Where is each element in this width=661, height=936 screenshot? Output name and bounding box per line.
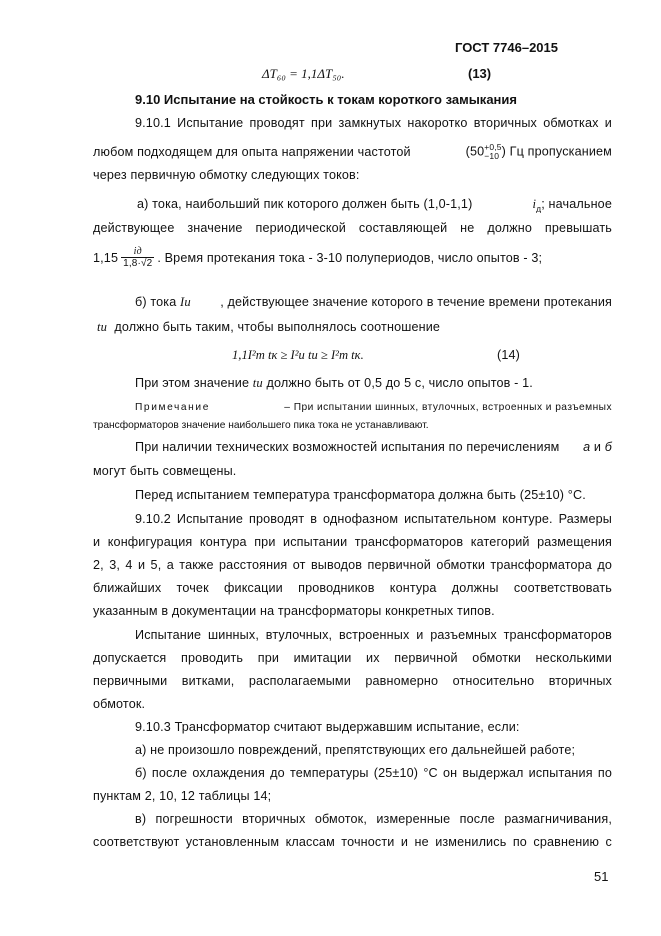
section-title: 9.10 Испытание на стойкость к токам короткого замыкания [135,92,517,107]
time-symbol: tи [97,320,108,334]
imitation-line4: обмоток. [93,697,146,711]
time-condition-end: должно быть от 0,5 до 5 с, число опытов - 1. [266,376,533,390]
time-condition [135,376,533,391]
time-condition-start: При этом значение [135,376,250,390]
note-label: Примечание [135,402,210,413]
p9102-line2: и конфигурация контура при испытании трансформаторов категорий размещения [93,535,612,549]
item-b-start [135,295,191,310]
item-b-line2-text: должно быть таким, чтобы выполнялось соотношение [114,320,441,334]
item-b-line1 [135,295,612,310]
frequency-base: (50 [465,144,485,159]
frequency-tolerance [484,143,501,161]
fraction-numerator: iд [121,246,154,258]
formula-14: 1,1I²т tк ≥ I²и tи ≥ I²т tк. [232,348,364,362]
frequency-tol-minus: −10 [484,151,500,161]
item-a-line3-text: . Время протекания тока - 3-10 полупериодов, число опытов - 3; [157,250,543,265]
combine-line1 [135,440,612,454]
item-a-symbol-group [532,197,612,214]
p9103-item-c-line1: в) погрешности вторичных обмоток, измеренные после размагничивания, [135,812,612,826]
formula-14-number: (14) [497,348,520,362]
imitation-line1: Испытание шинных, втулочных, встроенных и разъемных трансформаторов [135,628,612,642]
p9101-line1: 9.10.1 Испытание проводят при замкнутых накоротко вторичных обмотках и [135,116,612,130]
frequency-value [466,143,612,161]
formula-13: ΔT₆₀ = 1,1ΔT₅₀. [262,66,345,81]
p9103-item-b-line1: б) после охлаждения до температуры (25±10) °С он выдержал испытания по [135,766,612,780]
combine-and: и [593,440,602,454]
fraction-denominator: 1,8·√2 [123,258,153,269]
p9102-line5: указанным в документации на трансформаторы конкретных типов. [93,604,495,618]
item-a-line3 [93,246,542,269]
item-a-line1 [137,197,612,214]
formula-13-number: (13) [468,66,492,81]
p9101-line3: через первичную обмотку следующих токов: [93,168,360,182]
p9102-line1: 9.10.2 Испытание проводят в однофазном испытательном контуре. Размеры [135,512,612,526]
item-a-symbol: i [532,197,537,211]
p9101-line2-text: любом подходящем для опыта напряжении частотой [93,145,411,159]
combine-text: При наличии технических возможностей испытания по перечислениям [135,440,560,454]
item-a-symbol-sub: д [536,203,542,214]
temperature-requirement: Перед испытанием температура трансформатора должна быть (25±10) °С. [135,488,586,502]
item-b-text: б) тока [135,295,177,309]
note-line1 [135,402,612,413]
item-b-line2 [97,320,440,335]
item-a-text: а) тока, наибольший пик которого должен быть (1,0-1,1) [137,197,473,211]
imitation-line3: первичными витками, располагаемыми равномерно относительно вторичных [93,674,612,688]
frequency-tol-plus: +0,5 [484,142,502,152]
frequency-unit-text: ) Гц пропусканием [501,144,612,159]
item-a-text-end: ; начальное [541,197,612,211]
enum-a: а [583,440,591,454]
combine-items [583,440,612,454]
peak-fraction [121,246,154,269]
p9103-item-b-line2: пунктам 2, 10, 12 таблицы 14; [93,789,272,803]
note-text: – При испытании шинных, втулочных, встроенных и разъемных [284,402,612,413]
time-condition-symbol: tи [252,376,263,390]
document-id: ГОСТ 7746–2015 [455,40,558,55]
p9101-line2 [93,143,612,161]
p9102-line3: 2, 3, 4 и 5, а также расстояния от выводов первичной обмотки трансформатора до [93,558,612,572]
page-number: 51 [594,869,609,884]
imitation-line2: допускается проводить при имитации их первичной обмотки несколькими [93,651,612,665]
item-a-line2: действующее значение периодической составляющей не должно превышать [93,221,612,235]
item-b-text-end: , действующее значение которого в течение времени протекания [220,295,612,309]
note-line2: трансформаторов значение наибольшего пика тока не устанавливают. [93,420,429,431]
p9103-line1: 9.10.3 Трансформатор считают выдержавшим испытание, если: [135,720,520,734]
p9103-item-c-line2: соответствуют установленным классам точности и не изменились по сравнению с [93,835,612,849]
p9102-line4: ближайших точек фиксации проводников контура должны соответствовать [93,581,612,595]
coefficient: 1,15 [93,250,119,265]
p9103-item-a: а) не произошло повреждений, препятствующих его дальнейшей работе; [135,743,576,757]
item-b-symbol: Iи [180,295,191,309]
enum-b: б [604,440,612,454]
combine-line2: могут быть совмещены. [93,464,237,478]
